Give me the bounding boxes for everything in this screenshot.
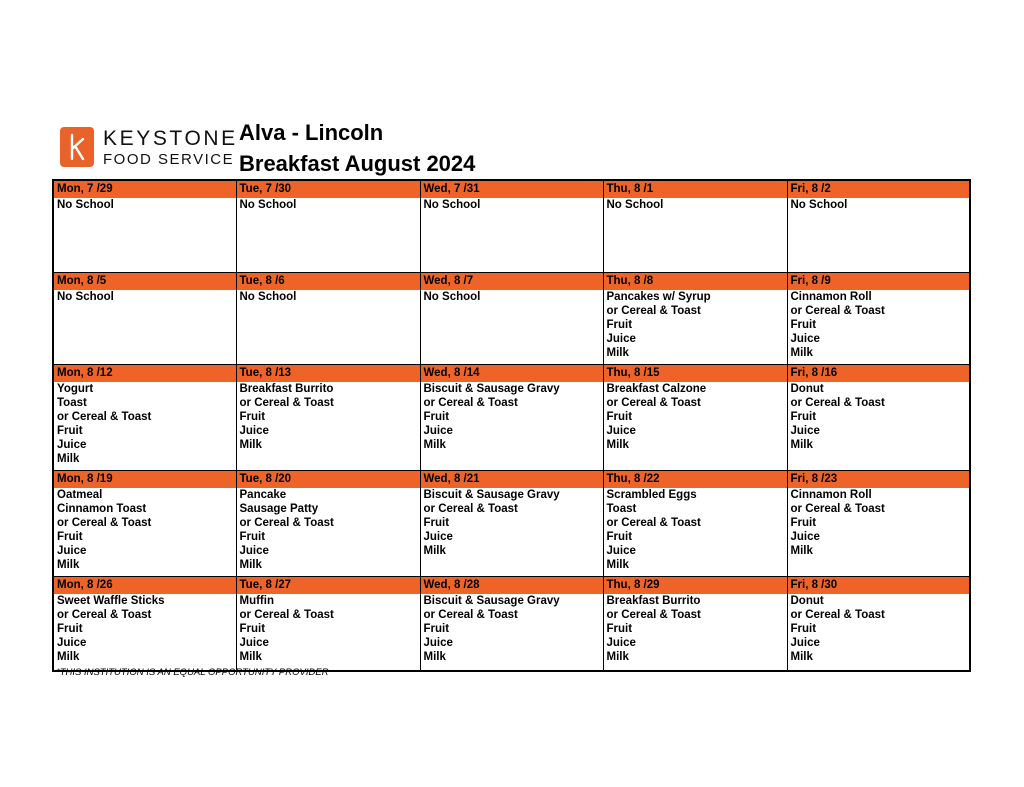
menu-item: Muffin [239, 595, 274, 607]
day-date: Thu, 8 /1 [603, 180, 787, 198]
menu-item: Juice [606, 425, 636, 437]
day-date: Wed, 7 /31 [420, 180, 603, 198]
menu-item: Fruit [790, 411, 817, 423]
day-date: Thu, 8 /22 [603, 471, 787, 489]
week-header-row [53, 577, 970, 595]
day-menu-cell [420, 488, 603, 577]
menu-item: Fruit [606, 411, 633, 423]
menu-item: Juice [423, 531, 453, 543]
menu-item: Milk [423, 545, 446, 557]
day-date: Fri, 8 /2 [787, 180, 970, 198]
k-monogram-icon [60, 127, 94, 167]
day-menu-cell [787, 594, 970, 671]
menu-item: Juice [57, 545, 87, 557]
menu-item: Fruit [790, 319, 817, 331]
menu-item: Juice [790, 425, 820, 437]
menu-item: or Cereal & Toast [57, 517, 152, 529]
menu-item: Milk [423, 651, 446, 663]
menu-item: or Cereal & Toast [790, 397, 885, 409]
day-date: Thu, 8 /15 [603, 365, 787, 383]
footer-disclaimer: *THIS INSTITUTION IS AN EQUAL OPPORTUNITY PROVIDER [56, 667, 329, 678]
day-date: Thu, 8 /8 [603, 273, 787, 291]
menu-item: Donut [790, 595, 824, 607]
menu-item: Milk [239, 559, 262, 571]
day-menu-cell [603, 290, 787, 365]
menu-item: or Cereal & Toast [606, 305, 701, 317]
menu-item: or Cereal & Toast [606, 397, 701, 409]
menu-item: Fruit [423, 517, 450, 529]
menu-item: Fruit [239, 411, 266, 423]
day-menu-cell [53, 290, 236, 365]
menu-item: Milk [790, 347, 813, 359]
menu-item: Sausage Patty [239, 503, 319, 515]
menu-item: Fruit [57, 531, 83, 543]
menu-item: No School [239, 291, 297, 303]
menu-item: Juice [606, 637, 636, 649]
menu-item: Juice [239, 637, 269, 649]
menu-item: Fruit [606, 319, 633, 331]
menu-item: No School [790, 199, 848, 211]
week-header-row [53, 180, 970, 198]
menu-item: Milk [790, 439, 813, 451]
menu-item: or Cereal & Toast [57, 411, 152, 423]
menu-item: or Cereal & Toast [57, 609, 152, 621]
menu-item: Breakfast Burrito [606, 595, 701, 607]
menu-item: Juice [423, 425, 453, 437]
day-menu-cell [53, 594, 236, 671]
menu-item: Juice [790, 333, 820, 345]
menu-item: Biscuit & Sausage Gravy [423, 595, 560, 607]
menu-item: Fruit [57, 623, 83, 635]
day-menu-cell [53, 198, 236, 273]
menu-item: No School [423, 199, 481, 211]
day-menu-cell [787, 198, 970, 273]
menu-item: or Cereal & Toast [239, 517, 334, 529]
menu-item: No School [57, 291, 114, 303]
day-date: Tue, 8 /13 [236, 365, 420, 383]
menu-item: Cinnamon Roll [790, 291, 872, 303]
menu-item: Milk [57, 651, 80, 663]
menu-item: Fruit [606, 531, 633, 543]
menu-item: Sweet Waffle Sticks [57, 595, 165, 607]
menu-item: Milk [239, 439, 262, 451]
week-header-row [53, 365, 970, 383]
menu-item: or Cereal & Toast [423, 397, 518, 409]
menu-item: Juice [790, 531, 820, 543]
menu-item: or Cereal & Toast [606, 517, 701, 529]
menu-item: No School [57, 199, 114, 211]
menu-item: Fruit [239, 623, 266, 635]
day-menu-cell [420, 198, 603, 273]
day-date: Mon, 8 /26 [53, 577, 236, 595]
keystone-logo [60, 127, 238, 167]
day-menu-cell [53, 488, 236, 577]
menu-item: Breakfast Calzone [606, 383, 707, 395]
day-menu-cell [236, 382, 420, 471]
menu-item: Fruit [423, 623, 450, 635]
menu-item: or Cereal & Toast [423, 609, 518, 621]
menu-item: Milk [606, 347, 629, 359]
day-date: Fri, 8 /23 [787, 471, 970, 489]
menu-item: Donut [790, 383, 824, 395]
menu-item: or Cereal & Toast [239, 609, 334, 621]
day-menu-cell [420, 594, 603, 671]
day-date: Wed, 8 /28 [420, 577, 603, 595]
menu-item: Biscuit & Sausage Gravy [423, 383, 560, 395]
menu-item: Fruit [239, 531, 266, 543]
day-menu-cell [787, 382, 970, 471]
page-subtitle: Breakfast August 2024 [239, 151, 476, 176]
menu-item: Juice [606, 333, 636, 345]
menu-item: Oatmeal [57, 489, 103, 501]
day-date: Tue, 8 /27 [236, 577, 420, 595]
day-menu-cell [603, 198, 787, 273]
menu-item: Toast [57, 397, 87, 409]
menu-item: Fruit [423, 411, 450, 423]
logo-line1: KEYSTONE [103, 126, 238, 150]
menu-item: Milk [239, 651, 262, 663]
week-header-row [53, 273, 970, 291]
day-date: Mon, 7 /29 [53, 180, 236, 198]
menu-item: Milk [57, 559, 80, 571]
menu-item: or Cereal & Toast [790, 305, 885, 317]
day-menu-cell [236, 198, 420, 273]
day-menu-cell [236, 488, 420, 577]
day-menu-cell [236, 290, 420, 365]
day-date: Wed, 8 /14 [420, 365, 603, 383]
week-menu-row [53, 290, 970, 365]
menu-item: Milk [790, 651, 813, 663]
week-menu-row [53, 488, 970, 577]
day-menu-cell [787, 290, 970, 365]
menu-item: Fruit [790, 623, 817, 635]
menu-item: Juice [790, 637, 820, 649]
menu-item: Milk [606, 439, 629, 451]
day-date: Mon, 8 /12 [53, 365, 236, 383]
menu-item: Juice [57, 637, 87, 649]
day-date: Tue, 8 /6 [236, 273, 420, 291]
menu-item: Biscuit & Sausage Gravy [423, 489, 560, 501]
day-date: Wed, 8 /21 [420, 471, 603, 489]
menu-item: or Cereal & Toast [239, 397, 334, 409]
menu-item: Cinnamon Toast [57, 503, 147, 515]
menu-item: Fruit [606, 623, 633, 635]
day-date: Tue, 8 /20 [236, 471, 420, 489]
menu-item: Juice [57, 439, 87, 451]
menu-item: No School [239, 199, 297, 211]
page-title: Alva - Lincoln [239, 120, 384, 145]
menu-item: Milk [423, 439, 446, 451]
menu-item: Juice [239, 545, 269, 557]
day-date: Wed, 8 /7 [420, 273, 603, 291]
day-menu-cell [603, 594, 787, 671]
day-menu-cell [53, 382, 236, 471]
menu-item: Juice [606, 545, 636, 557]
week-menu-row [53, 594, 970, 671]
menu-item: Scrambled Eggs [606, 489, 697, 501]
menu-item: Juice [423, 637, 453, 649]
day-date: Fri, 8 /9 [787, 273, 970, 291]
day-menu-cell [236, 594, 420, 671]
menu-item: or Cereal & Toast [790, 609, 885, 621]
logo-line2: FOOD SERVICE [103, 150, 235, 168]
day-menu-cell [787, 488, 970, 577]
day-date: Thu, 8 /29 [603, 577, 787, 595]
menu-item: Fruit [57, 425, 83, 437]
day-date: Fri, 8 /16 [787, 365, 970, 383]
menu-item: Pancake [239, 489, 287, 501]
menu-item: Fruit [790, 517, 817, 529]
menu-item: Yogurt [57, 383, 94, 395]
menu-item: or Cereal & Toast [423, 503, 518, 515]
week-menu-row [53, 382, 970, 471]
day-date: Mon, 8 /19 [53, 471, 236, 489]
menu-item: Toast [606, 503, 637, 515]
menu-item: Milk [606, 651, 629, 663]
menu-item: Breakfast Burrito [239, 383, 334, 395]
menu-item: or Cereal & Toast [790, 503, 885, 515]
menu-item: or Cereal & Toast [606, 609, 701, 621]
menu-item: Milk [57, 453, 80, 465]
day-menu-cell [603, 488, 787, 577]
week-header-row [53, 471, 970, 489]
week-menu-row [53, 198, 970, 273]
day-date: Tue, 7 /30 [236, 180, 420, 198]
menu-item: Milk [606, 559, 629, 571]
menu-item: Milk [790, 545, 813, 557]
menu-item: Juice [239, 425, 269, 437]
menu-calendar [52, 179, 971, 672]
menu-item: No School [423, 291, 481, 303]
day-menu-cell [420, 290, 603, 365]
day-date: Fri, 8 /30 [787, 577, 970, 595]
menu-item: Cinnamon Roll [790, 489, 872, 501]
day-menu-cell [603, 382, 787, 471]
day-menu-cell [420, 382, 603, 471]
day-date: Mon, 8 /5 [53, 273, 236, 291]
menu-item: Pancakes w/ Syrup [606, 291, 711, 303]
menu-item: No School [606, 199, 664, 211]
